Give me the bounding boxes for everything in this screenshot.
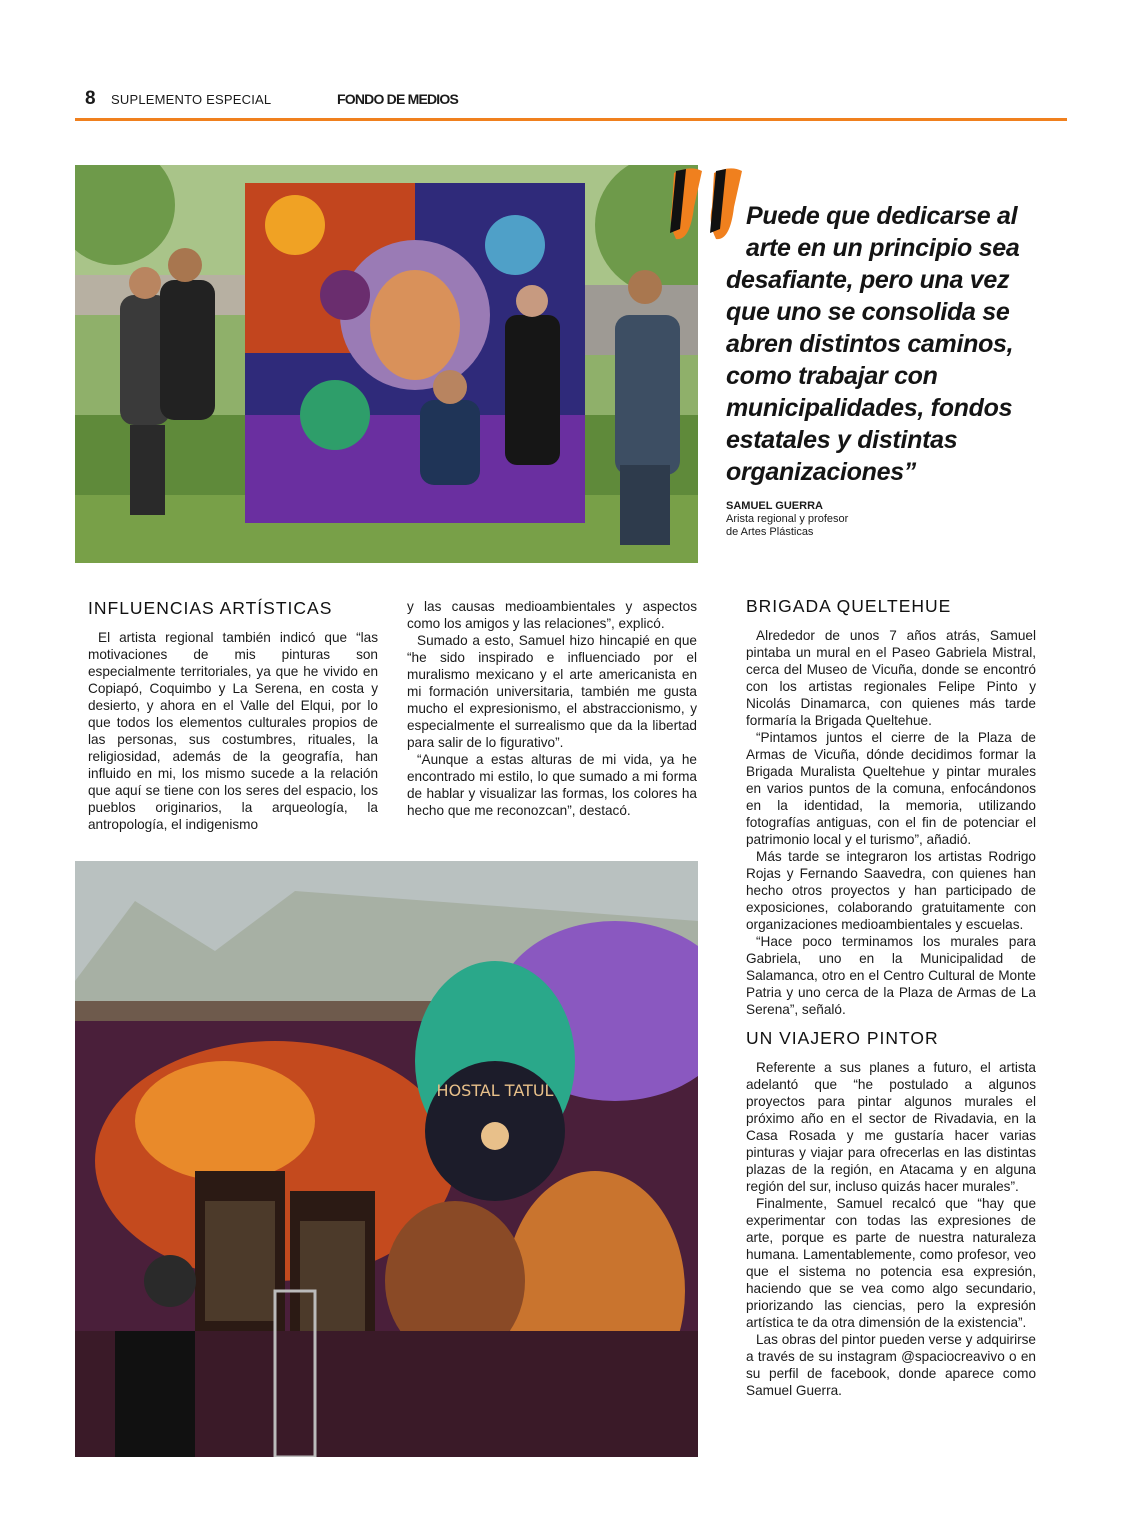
paragraph: Finalmente, Samuel recalcó que “hay que experimentar con todas las expresiones de arte, porque es parte de nuestra naturaleza humana. Lamentablemente, como profesor, veo que el sistema no potencia esa expresión, haciendo que se vea como algo secundario, priorizando las ciencias, pero la expresión artística te da otra dimensión de la existencia”. bbox=[746, 1196, 1036, 1330]
author-role: de Artes Plásticas bbox=[726, 526, 814, 538]
paragraph: Alrededor de unos 7 años atrás, Samuel pintaba un mural en el Paseo Gabriela Mistral, cerca del Museo de Vicuña, donde se encontró con los artistas regionales Felipe Pinto y Nicolás Dinamarca, con quienes más tarde formaría la Brigada Queltehue. bbox=[746, 628, 1036, 728]
section-heading-influencias: INFLUENCIAS ARTÍSTICAS bbox=[88, 598, 333, 618]
article-column-3 bbox=[746, 598, 1036, 1399]
paragraph: “Hace poco terminamos los murales para Gabriela, uno en la Municipalidad de Salamanca, otro en el Centro Cultural de Monte Patria y uno cerca de la Plaza de Armas de La Serena”, señaló. bbox=[746, 934, 1036, 1017]
section-label: SUPLEMENTO ESPECIAL bbox=[111, 92, 272, 107]
paragraph: Referente a sus planes a futuro, el artista adelantó que “he postulado a algunos proyectos para pintar algunos murales el próximo año en el sector de Rivadavia, en la Casa Rosada y me gustaría hacer varias pinturas y viajar para ofrecerlas en las distintas plazas de la región, en Atacama y en alguna región del sur, incluso quizás hacer murales”. bbox=[746, 1060, 1036, 1194]
paragraph: Las obras del pintor pueden verse y adquirirse a través de su instagram @spaciocreavivo o en su perfil de facebook, donde aparece como Samuel Guerra. bbox=[746, 1332, 1036, 1398]
author-role: Arista regional y profesor bbox=[726, 513, 849, 525]
mural-sign: HOSTAL TATUL bbox=[436, 1081, 554, 1100]
page-header bbox=[75, 88, 1067, 121]
paragraph: y las causas medioambientales y aspectos como los amigos y las relaciones”, explicó. bbox=[407, 599, 697, 631]
paragraph: “Aunque a estas alturas de mi vida, ya he encontrado mi estilo, lo que sumado a mi forma de hablar y visualizar las formas, los colores ha hecho que me reconozcan”, destacó. bbox=[407, 752, 697, 818]
paragraph: “Pintamos juntos el cierre de la Plaza de Armas de Vicuña, dónde decidimos formar la Brigada Muralista Queltehue y pintar murales en varios puntos de la comuna, enfocándonos en la identidad, la memoria, utilizando fotografías antiguas, con el fin de potenciar el patrimonio local y el turismo”, añadió. bbox=[746, 730, 1036, 847]
paragraph: El artista regional también indicó que “las motivaciones de mis pinturas son especialmente territoriales, ya que he vivido en Copiapó, Coquimbo y La Serena, en costa y desierto, y ahora en el Valle del Elqui, por lo que todos los elementos culturales propios de las personas, sus costumbres, rituales, la religiosidad, además de la geografía, han influido en mi, los mismo sucede a la relación que aquí se tiene con los seres del espacio, los pueblos originarios, la arqueología, la antropología, el indigenismo bbox=[88, 630, 378, 832]
paragraph: Sumado a esto, Samuel hizo hincapié en que “he sido inspirado e influenciado por el muralismo mexicano y el arte americanista en mi formación universitaria, también me gusta mucho el expresionismo, el abstraccionismo, y especialmente el surrealismo que da la libertad para salir de lo figurativo”. bbox=[407, 633, 697, 750]
group-mural-photo bbox=[75, 165, 698, 563]
author-name: SAMUEL GUERRA bbox=[726, 500, 823, 512]
brand-label: FONDO DE MEDIOS bbox=[337, 91, 459, 107]
pull-quote: Puede que dedicarse al arte en un principio sea desafiante, pero una vez que uno se consolida se abren distintos caminos, como trabajar con municipalidades, fondos estatales y distintas organizaciones” bbox=[726, 202, 1020, 486]
section-heading-brigada: BRIGADA QUELTEHUE bbox=[746, 596, 952, 616]
page-number: 8 bbox=[85, 88, 96, 109]
quote-attribution bbox=[726, 500, 848, 539]
section-heading-viajero: UN VIAJERO PINTOR bbox=[746, 1028, 939, 1048]
paragraph: Más tarde se integraron los artistas Rodrigo Rojas y Fernando Saavedra, con quienes han hecho otros proyectos y han participado de exposiciones, colaborando gratuitamente con organizaciones medioambientales y escuelas. bbox=[746, 849, 1036, 932]
article-column-1 bbox=[88, 600, 378, 833]
article-column-2 bbox=[407, 598, 697, 819]
building-mural-photo bbox=[75, 861, 698, 1457]
